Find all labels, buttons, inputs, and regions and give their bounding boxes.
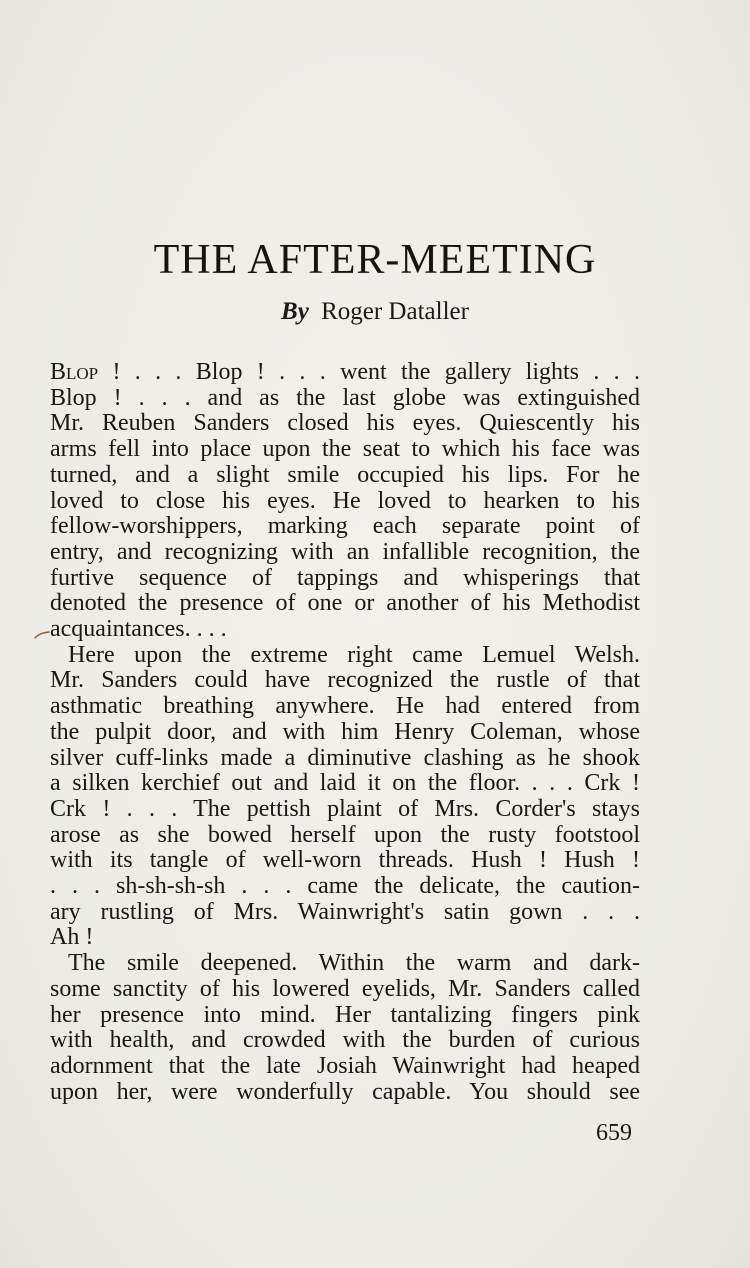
text-line: . . . sh-sh-sh-sh . . . came the delicate, the caution- [50, 873, 640, 900]
text-line: turned, and a slight smile occupied his lips. For he [50, 461, 640, 488]
page-number: 659 [596, 1120, 632, 1146]
text-line: entry, and recognizing with an infallible recognition, the [50, 538, 640, 565]
text-line: furtive sequence of tappings and whisperings that [50, 564, 640, 591]
byline [0, 298, 750, 326]
text-line: Crk ! . . . The pettish plaint of Mrs. Corder's stays [50, 795, 640, 822]
text-line: with health, and crowded with the burden of curious [50, 1027, 640, 1054]
pencil-tick-mark [34, 630, 50, 640]
text-line: asthmatic breathing anywhere. He had entered from [50, 693, 640, 720]
text-line: Blop ! . . . and as the last globe was extinguished [50, 384, 640, 411]
text-line: Ah ! [50, 924, 94, 951]
opening-word: Blop [50, 359, 99, 385]
byline-prefix: By [281, 298, 309, 325]
text-line: Mr. Reuben Sanders closed his eyes. Quiescently his [50, 410, 640, 437]
text-line-rest: ! . . . Blop ! . . . went the gallery lights . . . [98, 359, 640, 385]
text-line: upon her, were wonderfully capable. You should see [50, 1078, 640, 1105]
text-line [50, 360, 640, 386]
paragraph-3 [50, 951, 640, 1105]
text-line: the pulpit door, and with him Henry Coleman, whose [50, 718, 640, 745]
reverse-side-show-through [50, 100, 640, 135]
author-name: Roger Dataller [321, 298, 469, 325]
text-line: silver cuff-links made a diminutive clashing as he shook [50, 744, 640, 771]
text-line: arms fell into place upon the seat to which his face was [50, 436, 640, 463]
chapter-title: THE AFTER-MEETING [153, 237, 597, 283]
text-line: The smile deepened. Within the warm and dark- [68, 950, 640, 977]
text-line: loved to close his eyes. He loved to hearken to his [50, 487, 640, 514]
text-line: her presence into mind. Her tantalizing fingers pink [50, 1001, 640, 1028]
text-line: Mr. Sanders could have recognized the rustle of that [50, 667, 640, 694]
text-line: ary rustling of Mrs. Wainwright's satin gown . . . [50, 898, 640, 925]
text-line: adornment that the late Josiah Wainwright had heaped [50, 1052, 640, 1079]
text-line: with its tangle of well-worn threads. Hush ! Hush ! [50, 847, 640, 874]
text-line: Here upon the extreme right came Lemuel Welsh. [68, 641, 640, 668]
text-line: some sanctity of his lowered eyelids, Mr. Sanders called [50, 975, 640, 1002]
text-line: acquaintances. . . . [50, 616, 227, 643]
paragraph-2 [50, 643, 640, 951]
text-line: denoted the presence of one or another of his Methodist [50, 590, 640, 617]
body-text [50, 360, 640, 1105]
text-line: fellow-worshippers, marking each separate point of [50, 513, 640, 540]
text-line: arose as she bowed herself upon the rusty footstool [50, 821, 640, 848]
text-line: a silken kerchief out and laid it on the floor. . . . Crk ! [50, 770, 640, 797]
paragraph-1 [50, 360, 640, 643]
